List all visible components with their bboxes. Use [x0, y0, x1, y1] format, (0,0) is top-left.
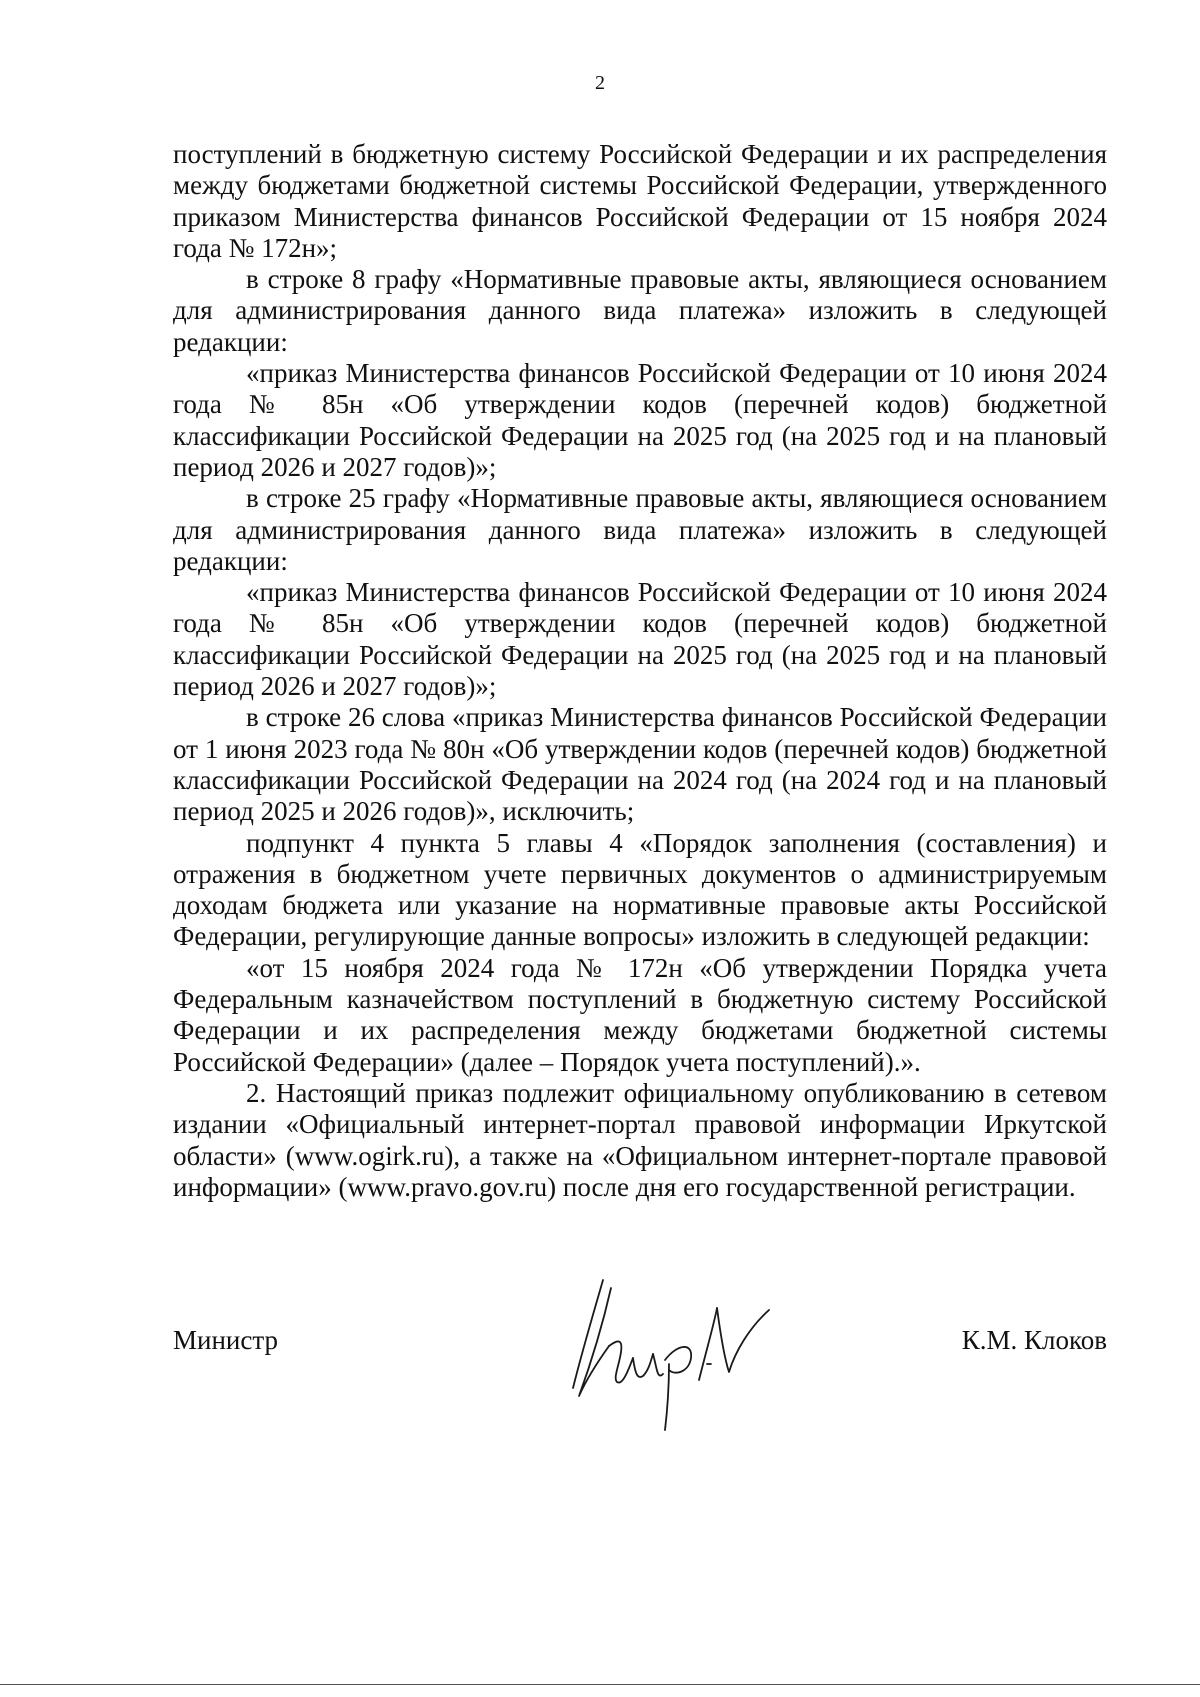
paragraph: подпункт 4 пункта 5 главы 4 «Порядок заполнения (составления) и отражения в бюджетном учете первичных документов о администрируемым доходам бюджета или указание на нормативные правовые акты Российской Федерации, регулирующие данные вопросы» изложить в следующей редакции: [173, 827, 1107, 952]
handwritten-signature [565, 1268, 795, 1438]
paragraph: «приказ Министерства финансов Российской Федерации от 10 июня 2024 года № 85н «Об утверждении кодов (перечней кодов) бюджетной классификации Российской Федерации на 2025 год (на 2025 год и на плановый период 2026 и 2027 годов)»; [173, 358, 1107, 482]
paragraph: в строке 8 графу «Нормативные правовые акты, являющиеся основанием для администрирования данного вида платежа» изложить в следующей редакции: [173, 264, 1107, 357]
document-body [173, 139, 1107, 1203]
paragraph: 2. Настоящий приказ подлежит официальному опубликованию в сетевом издании «Официальный интернет-портал правовой информации Иркутской области» (www.ogirk.ru), а также на «Официальном интернет-портале правовой информации» (www.pravo.gov.ru) после дня его государственной регистрации. [173, 1077, 1107, 1202]
signature-lettering: Клоков [575, 1428, 579, 1429]
signatory-title: Министр [173, 1325, 278, 1355]
paragraph: в строке 25 графу «Нормативные правовые акты, являющиеся основанием для администрирования данного вида платежа» изложить в следующей редакции: [173, 483, 1107, 576]
page-bottom-rule [0, 1684, 1200, 1685]
signatory-name: К.М. Клоков [961, 1325, 1107, 1355]
page-number: 2 [595, 72, 605, 94]
paragraph: «от 15 ноября 2024 года № 172н «Об утверждении Порядка учета Федеральным казначейством поступлений в бюджетную систему Российской Федерации и их распределения между бюджетами бюджетной системы Российской Федерации» (далее – Порядок учета поступлений).». [173, 952, 1107, 1077]
paragraph: поступлений в бюджетную систему Российской Федерации и их распределения между бюджетами бюджетной системы Российской Федерации, утвержденного приказом Министерства финансов Российской Федерации от 15 ноября 2024 года № 172н»; [173, 139, 1107, 263]
paragraph: в строке 26 слова «приказ Министерства финансов Российской Федерации от 1 июня 2023 года № 80н «Об утверждении кодов (перечней кодов) бюджетной классификации Российской Федерации на 2024 год (на 2024 год и на плановый период 2025 и 2026 годов)», исключить; [173, 702, 1107, 827]
paragraph: «приказ Министерства финансов Российской Федерации от 10 июня 2024 года № 85н «Об утверждении кодов (перечней кодов) бюджетной классификации Российской Федерации на 2025 год (на 2025 год и на плановый период 2026 и 2027 годов)»; [173, 577, 1107, 702]
